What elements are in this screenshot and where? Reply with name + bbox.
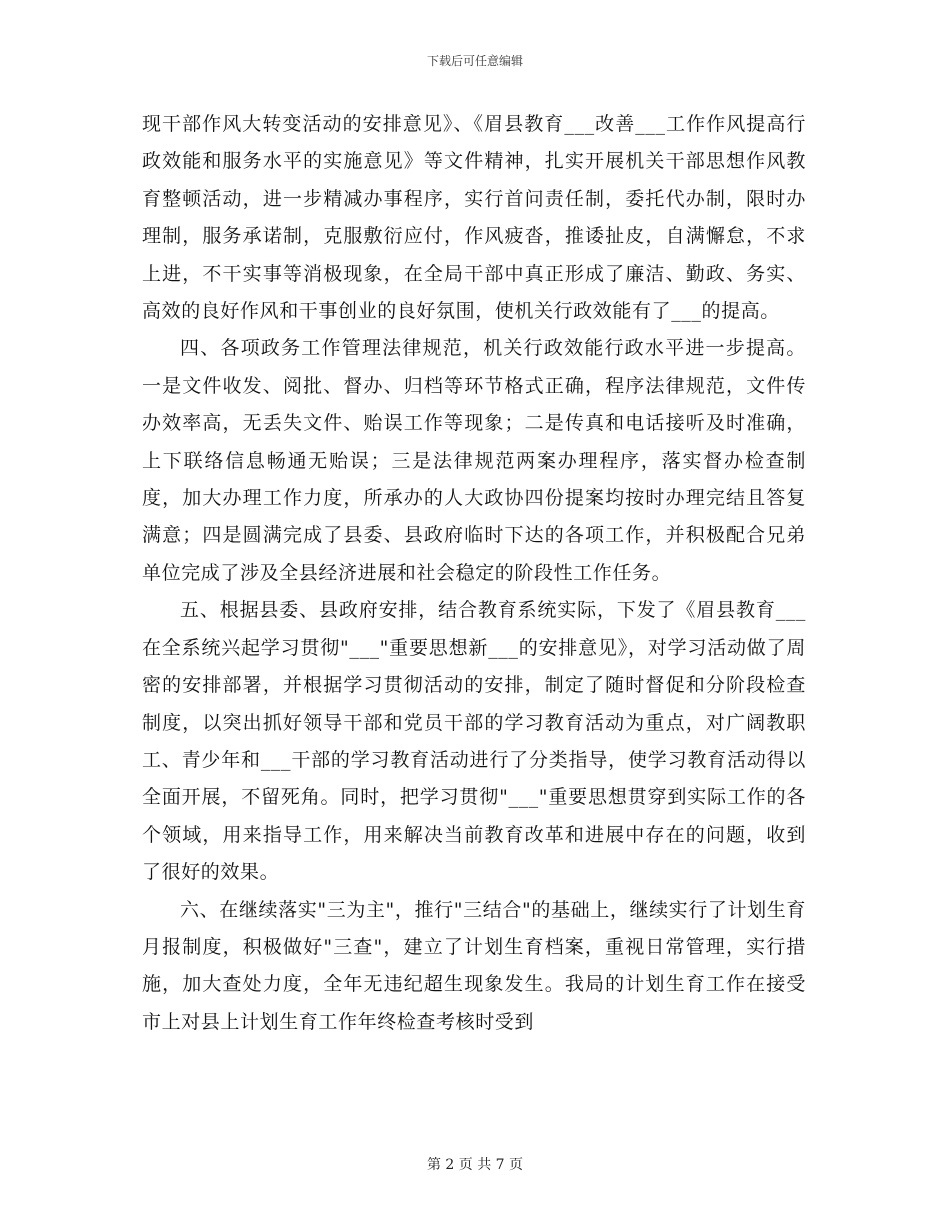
paragraph-item-6: 六、在继续落实"三为主"，推行"三结合"的基础上，继续实行了计划生育月报制度，积极做好"三查"，建立了计划生育档案，重视日常管理，实行措施，加大查处力度，全年无违纪超生现象发生。我局的计划生育工作在接受市上对县上计划生育工作年终检查考核时受到 (142, 898, 806, 1033)
paragraph-item-5: 五、根据县委、县政府安排，结合教育系统实际，下发了《眉县教育___在全系统兴起学习贯彻"___"重要思想新___的安排意见》，对学习活动做了周密的安排部署，并根据学习贯彻活动的安排，制定了随时督促和分阶段检查制度，以突出抓好领导干部和党员干部的学习教育活动为重点，对广阔教职工、青少年和___干部的学习教育活动进行了分类指导，使学习教育活动得以全面开展，不留死角。同时，把学习贯彻"___"重要思想贯穿到实际工作的各个领域，用来指导工作，用来解决当前教育改革和进展中存在的问题，收到了很好的效果。 (142, 599, 806, 884)
paragraph-item-4: 四、各项政务工作管理法律规范，机关行政效能行政水平进一步提高。一是文件收发、阅批、督办、归档等环节格式正确，程序法律规范，文件传办效率高，无丢失文件、贻误工作等现象；二是传真和电话接听及时准确，上下联络信息畅通无贻误；三是法律规范两案办理程序，落实督办检查制度，加大办理工作力度，所承办的人大政协四份提案均按时办理完结且答复满意；四是圆满完成了县委、县政府临时下达的各项工作，并积极配合兄弟单位完成了涉及全县经济进展和社会稳定的阶段性工作任务。 (142, 337, 806, 584)
page-header: 下载后可任意编辑 (426, 54, 523, 68)
paragraph-continuation: 现干部作风大转变活动的安排意见》、《眉县教育___改善___工作作风提高行政效能和服务水平的实施意见》等文件精神，扎实开展机关干部思想作风教育整顿活动，进一步精减办事程序，实行首问责任制，委托代办制，限时办理制，服务承诺制，克服敷衍应付，作风疲沓，推诿扯皮，自满懈怠，不求上进，不干实事等消极现象，在全局干部中真正形成了廉洁、勤政、务实、高效的良好作风和干事创业的良好氛围，使机关行政效能有了___的提高。 (142, 113, 806, 323)
page-number-footer: 第 2 页 共 7 页 (426, 1157, 524, 1173)
document-body (142, 106, 806, 1041)
